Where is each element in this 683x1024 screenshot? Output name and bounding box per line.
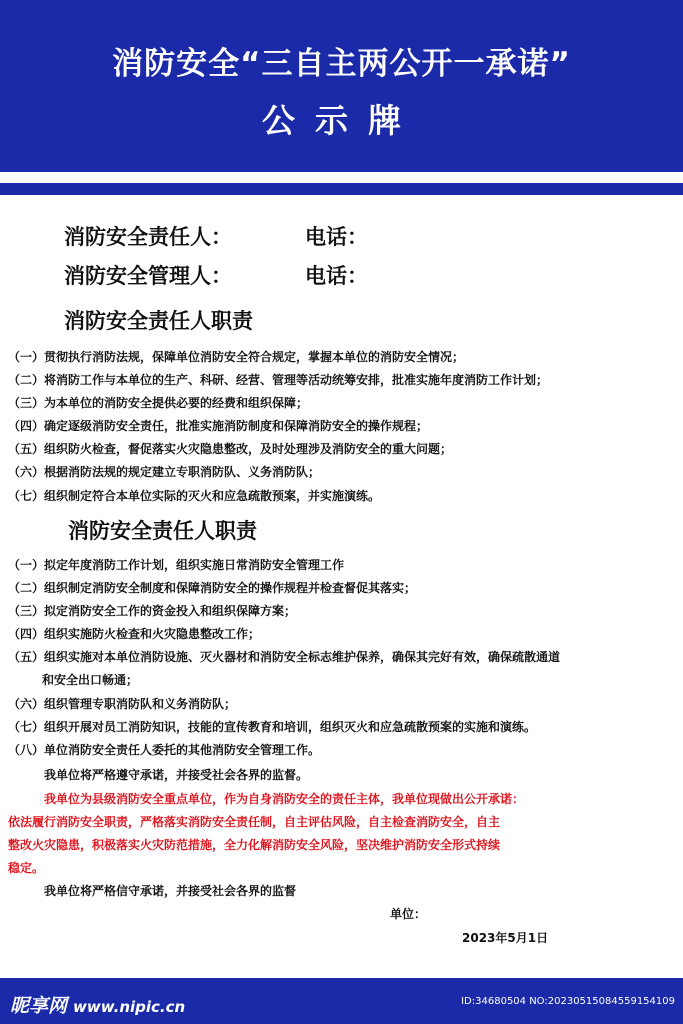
pledge-date: 2023年5月1日 <box>462 931 549 945</box>
list-item: （五）组织实施对本单位消防设施、灭火器材和消防安全标志维护保养，确保其完好有效，确保疏散通道 <box>8 650 561 664</box>
list-item: （五）组织防火检查，督促落实火灾隐患整改，及时处理涉及消防安全的重大问题； <box>8 442 453 456</box>
list-item: （七）组织制定符合本单位实际的灭火和应急疏散预案，并实施演练。 <box>8 489 381 503</box>
list-item: （一）贯彻执行消防法规，保障单位消防安全符合规定，掌握本单位的消防安全情况； <box>8 350 465 364</box>
pledge-line-1: 我单位将严格遵守承诺，并接受社会各界的监督。 <box>44 768 309 782</box>
phone-label-1: 电话： <box>305 225 368 249</box>
list-item: （六）组织管理专职消防队和义务消防队； <box>8 697 237 711</box>
list-item: （八）单位消防安全责任人委托的其他消防安全管理工作。 <box>8 743 321 757</box>
phone-label-2: 电话： <box>305 264 368 288</box>
watermark-logo-text: 昵享网 <box>10 995 68 1017</box>
list-item: （二）将消防工作与本单位的生产、科研、经营、管理等活动统筹安排，批准实施年度消防工作计划； <box>8 373 549 387</box>
pledge-line-2: 我单位将严格信守承诺，并接受社会各界的监督 <box>44 884 297 898</box>
section2-title: 消防安全责任人职责 <box>68 519 257 543</box>
responsible-person-label: 消防安全责任人： <box>64 225 232 249</box>
unit-label: 单位： <box>390 907 427 921</box>
list-item: （四）组织实施防火检查和火灾隐患整改工作； <box>8 627 261 641</box>
list-item-continuation: 和安全出口畅通； <box>42 673 139 687</box>
watermark-logo <box>10 991 185 1018</box>
list-item: （四）确定逐级消防安全责任，批准实施消防制度和保障消防安全的操作规程； <box>8 419 429 433</box>
watermark-id: ID:34680504 NO:20230515084559154109 <box>461 996 675 1007</box>
manager-label: 消防安全管理人： <box>64 264 232 288</box>
list-item: （三）拟定消防安全工作的资金投入和组织保障方案； <box>8 604 297 618</box>
red-pledge-line: 依法履行消防安全职责，严格落实消防安全责任制，自主评估风险，自主检查消防安全，自主 <box>8 815 501 829</box>
red-pledge-line: 整改火灾隐患，积极落实火灾防范措施，全力化解消防安全风险，坚决维护消防安全形式持续 <box>8 838 501 852</box>
list-item: （三）为本单位的消防安全提供必要的经费和组织保障； <box>8 396 309 410</box>
list-item: （二）组织制定消防安全制度和保障消防安全的操作规程并检查督促其落实； <box>8 581 417 595</box>
watermark-url: www.nipic.cn <box>73 998 186 1016</box>
red-pledge-line: 稳定。 <box>8 861 45 875</box>
header-stripe <box>0 183 683 195</box>
header-banner <box>0 0 683 172</box>
title-line-1: 消防安全“三自主两公开一承诺” <box>112 46 571 82</box>
section1-title: 消防安全责任人职责 <box>64 309 253 333</box>
list-item: （七）组织开展对员工消防知识，技能的宣传教育和培训，组织灭火和应急疏散预案的实施和演练。 <box>8 720 537 734</box>
list-item: （一）拟定年度消防工作计划，组织实施日常消防安全管理工作 <box>8 558 345 572</box>
title-line-2: 公示牌 <box>262 101 421 140</box>
red-pledge-line: 我单位为县级消防安全重点单位，作为自身消防安全的责任主体，我单位现做出公开承诺： <box>44 792 525 806</box>
list-item: （六）根据消防法规的规定建立专职消防队、义务消防队； <box>8 465 321 479</box>
